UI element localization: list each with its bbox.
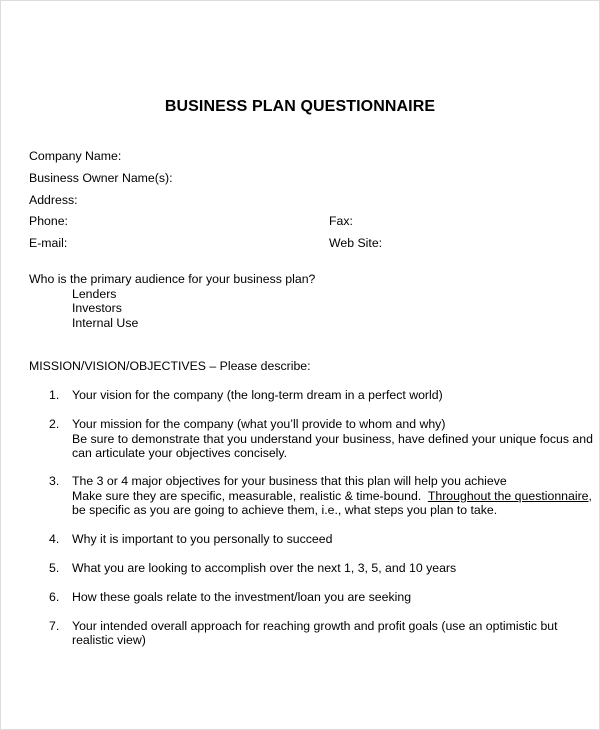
list-item-number: 5. xyxy=(49,561,60,575)
list-item-text: The 3 or 4 major objectives for your business that this plan will help you achieve xyxy=(72,474,507,488)
phone-label: Phone: xyxy=(29,214,68,228)
list-item-text xyxy=(72,489,592,504)
list-item-text-part: , xyxy=(588,489,592,503)
audience-option-investors: Investors xyxy=(72,301,122,315)
fax-label: Fax: xyxy=(329,214,353,228)
list-item-text: Be sure to demonstrate that you understand your business, have defined your unique focus and xyxy=(72,432,593,446)
list-item-text: How these goals relate to the investment/loan you are seeking xyxy=(72,590,412,604)
list-item-text: Your mission for the company (what you’ll provide to whom and why) xyxy=(72,417,446,431)
document-title: BUSINESS PLAN QUESTIONNAIRE xyxy=(164,98,436,115)
list-item-number: 7. xyxy=(49,619,60,633)
mission-heading: MISSION/VISION/OBJECTIVES – Please describe: xyxy=(29,359,311,373)
company-name-label: Company Name: xyxy=(29,149,122,163)
email-label: E-mail: xyxy=(29,236,68,250)
list-item-text: Why it is important to you personally to succeed xyxy=(72,532,333,546)
list-item-number: 4. xyxy=(49,532,60,546)
list-item-text: Your vision for the company (the long-term dream in a perfect world) xyxy=(72,388,443,402)
list-item-number: 2. xyxy=(49,417,60,431)
list-item-number: 3. xyxy=(49,474,60,488)
website-label: Web Site: xyxy=(329,236,383,250)
list-item-text: can articulate your objectives concisely. xyxy=(72,446,288,460)
list-item-text: What you are looking to accomplish over the next 1, 3, 5, and 10 years xyxy=(72,561,457,575)
list-item-number: 6. xyxy=(49,590,60,604)
list-item-text: Your intended overall approach for reaching growth and profit goals (use an optimistic but xyxy=(72,619,558,633)
address-label: Address: xyxy=(29,193,78,207)
list-item-text: be specific as you are going to achieve them, i.e., what steps you plan to take. xyxy=(72,503,498,517)
audience-option-lenders: Lenders xyxy=(72,287,117,301)
owner-names-label: Business Owner Name(s): xyxy=(29,171,173,185)
list-item-text-part: Make sure they are specific, measurable, realistic & time-bound. xyxy=(72,489,428,503)
list-item-text: realistic view) xyxy=(72,633,146,647)
underlined-text: Throughout the questionnaire xyxy=(427,489,589,503)
audience-option-internal-use: Internal Use xyxy=(72,316,139,330)
list-item-number: 1. xyxy=(49,388,60,402)
audience-question: Who is the primary audience for your business plan? xyxy=(29,272,316,286)
